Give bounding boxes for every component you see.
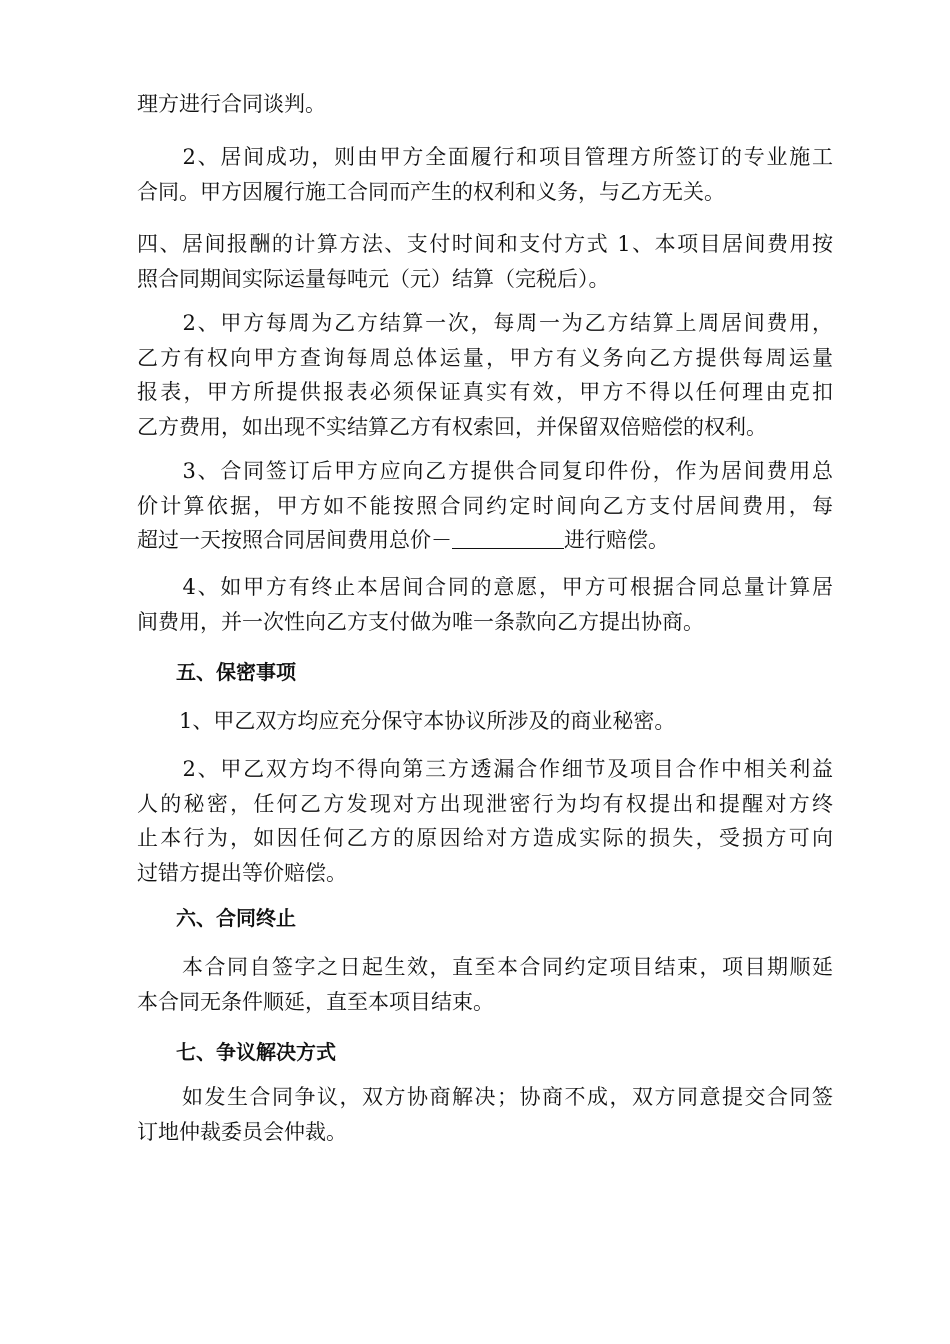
paragraph-6 <box>137 950 833 1019</box>
text-line: 本合同自签字之日起生效，直至本合同约定项目结束，项目期顺延 <box>137 955 833 979</box>
section-heading-7: 七、争议解决方式 <box>176 1040 336 1064</box>
text-line: 价计算依据，甲方如不能按照合同约定时间向乙方支付居间费用，每 <box>137 493 833 518</box>
text-line: 乙方有权向甲方查询每周总体运量，甲方有义务向乙方提供每周运量 <box>137 345 833 370</box>
text-line: 过错方提出等价赔偿。 <box>137 860 347 885</box>
text-line: 报表，甲方所提供报表必须保证真实有效，甲方不得以任何理由克扣 <box>137 380 833 404</box>
text-line: 照合同期间实际运量每吨元（元）结算（完税后）。 <box>137 266 610 291</box>
paragraph-4-4 <box>137 570 833 639</box>
paragraph-section-4 <box>137 227 833 296</box>
text-line: 人的秘密，任何乙方发现对方出现泄密行为均有权提出和提醒对方终 <box>137 791 833 816</box>
text-line: 合同。甲方因履行施工合同而产生的权利和义务，与乙方无关。 <box>137 179 725 204</box>
paragraph-4-2 <box>137 306 833 444</box>
text-line: 2、甲乙双方均不得向第三方透漏合作细节及项目合作中相关利益 <box>137 757 833 781</box>
text-line: 4、如甲方有终止本居间合同的意愿，甲方可根据合同总量计算居 <box>137 575 833 599</box>
fill-in-blank <box>452 526 564 549</box>
text-line: 理方进行合同谈判。 <box>137 92 326 116</box>
text-line: 订地仲裁委员会仲裁。 <box>137 1119 347 1144</box>
paragraph-7 <box>137 1080 833 1149</box>
text-line: 2、居间成功，则由甲方全面履行和项目管理方所签订的专业施工 <box>137 145 833 169</box>
text-fragment: 进行赔偿。 <box>564 528 669 552</box>
text-line: 如发生合同争议，双方协商解决；协商不成，双方同意提交合同签 <box>137 1085 833 1109</box>
text-line: 3、合同签订后甲方应向乙方提供合同复印件份，作为居间费用总 <box>137 459 833 483</box>
paragraph-2 <box>137 140 833 209</box>
text-line: 1、甲乙双方均应充分保守本协议所涉及的商业秘密。 <box>137 709 676 733</box>
text-line: 2、甲方每周为乙方结算一次，每周一为乙方结算上周居间费用， <box>137 311 833 335</box>
text-line: 止本行为，如因任何乙方的原因给对方造成实际的损失，受损方可向 <box>137 826 833 850</box>
text-line: 本合同无条件顺延，直至本项目结束。 <box>137 989 494 1014</box>
paragraph-5-2 <box>137 752 833 890</box>
text-line <box>137 523 833 558</box>
paragraph-4-3 <box>137 454 833 558</box>
section-heading-5: 五、保密事项 <box>176 660 296 684</box>
text-line: 间费用，并一次性向乙方支付做为唯一条款向乙方提出协商。 <box>137 609 704 634</box>
text-line: 乙方费用，如出现不实结算乙方有权索回，并保留双倍赔偿的权利。 <box>137 414 767 439</box>
text-line: 四、居间报酬的计算方法、支付时间和支付方式 1、本项目居间费用按 <box>137 232 833 256</box>
text-fragment: 超过一天按照合同居间费用总价－ <box>137 528 452 552</box>
paragraph-5-1 <box>137 704 833 739</box>
paragraph-1 <box>137 87 833 122</box>
section-heading-6: 六、合同终止 <box>176 906 296 930</box>
